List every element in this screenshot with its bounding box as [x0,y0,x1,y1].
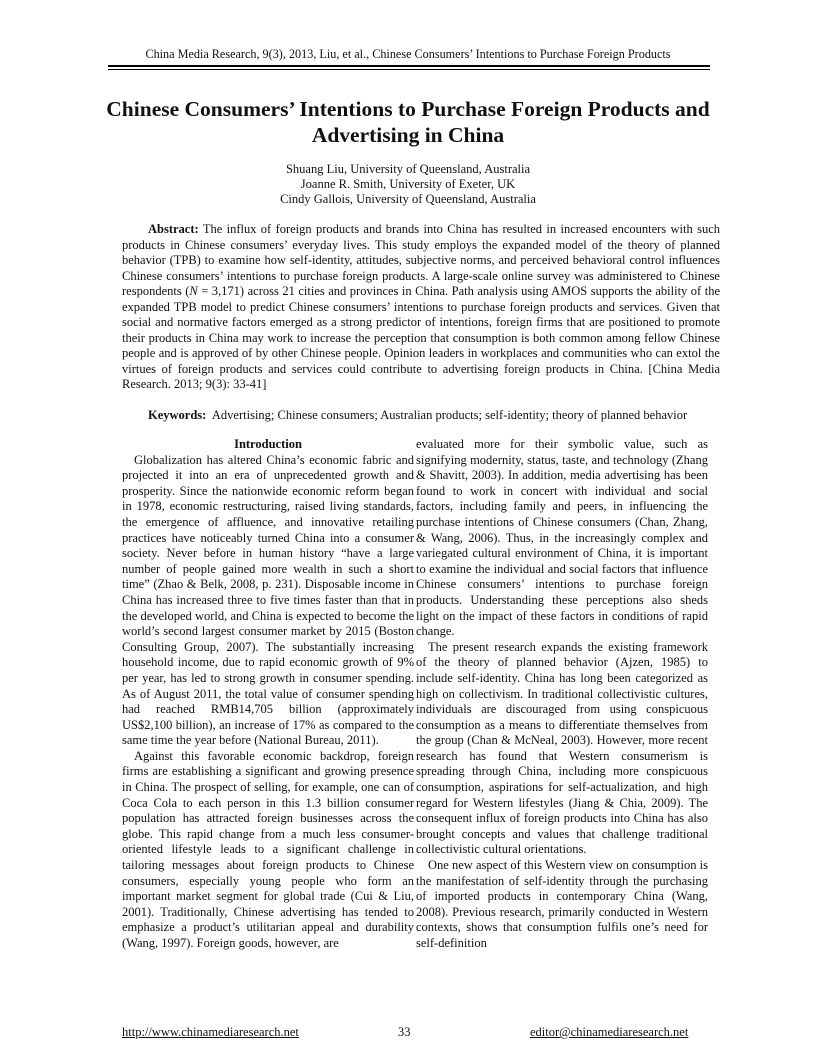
header-rule-thin [108,69,710,70]
body-paragraph: One new aspect of this Western view on consumption is the manifestation of self-identity through the purchasing of imported products in contemporary China (Wang, 2008). Previous research, primarily conducted in Western contexts, shows that consumption fulfils one’s need for self-definition [416,858,708,950]
left-column [122,437,414,952]
author-block [0,162,816,207]
right-column [416,437,708,952]
body-paragraph: Globalization has altered China’s economic fabric and projected it into an era of unprecedented growth and prosperity. Since the nationwide economic reform began in 1978, economic restructuring, raised living standards, the emergence of affluence, and innovative retailing practices have noticeably turned China into a consumer society. Never before in human history “have a large number of people gained more wealth in such a short time” (Zhao & Belk, 2008, p. 231). Disposable income in China has increased three to five times faster than that in the developed world, and China is expected to become the world’s second largest consumer market by 2015 (Boston Consulting Group, 2007). The substantially increasing household income, due to rapid economic growth of 9% per year, has led to strong growth in consumer spending. As of August 2011, the total value of consumer spending had reached RMB14,705 billion (approximately US$2,100 billion), an increase of 17% as compared to the same time the year before (National Bureau, 2011). [122,452,414,748]
abstract-label: Abstract: [148,222,199,236]
abstract [122,222,720,393]
abstract-text: The influx of foreign products and brands into China has resulted in increased encounters with such products in Chinese consumers’ everyday lives. This study employs the expanded model of the theory of planned behavior (TPB) to examine how self-identity, attitudes, subjective norms, and perceived behavioral control influences Chinese consumers’ intentions to purchase foreign products. A large-scale online survey was administered to Chinese respondents (N = 3,171) across 21 cities and provinces in China. Path analysis using AMOS supports the ability of the expanded TPB model to predict Chinese consumers’ intentions to purchase foreign products and services. Given that social and normative factors emerged as a strong predictor of intentions, foreign firms that are positioned to promote their products in China may work to increase the perception that consumption is both common among fellow Chinese people and is approved of by other Chinese people. Opinion leaders in workplaces and communities who can extol the virtues of foreign products and services could contribute to advertising foreign products in China. [China Media Research. 2013; 9(3): 33-41] [122,222,721,391]
page-number: 33 [398,1025,411,1039]
paper-title: Chinese Consumers’ Intentions to Purchase Foreign Products and Advertising in China [106,97,710,147]
author-line: Cindy Gallois, University of Queensland, Australia [280,192,536,206]
body-paragraph: Against this favorable economic backdrop, foreign firms are establishing a significant and growing presence in China. The prospect of selling, for example, one can of Coca Cola to each person in this 1.3 billion consumer population has attracted foreign businesses across the globe. This rapid change from a much less consumer-oriented lifestyle leads to a significant challenge in tailoring messages about foreign products to Chinese consumers, especially young people who form an important market segment for global trade (Cui & Liu, 2001). Traditionally, Chinese advertising has tended to emphasize a product’s utilitarian appeal and durability (Wang, 1997). Foreign goods, however, are [122,748,414,950]
keywords [148,408,720,424]
keywords-text: Advertising; Chinese consumers; Australian products; self-identity; theory of planned behavior [211,408,688,422]
body-paragraph: evaluated more for their symbolic value, such as signifying modernity, status, taste, and technology (Zhang & Shavitt, 2003). In addition, media advertising has been found to work in concert with individual and social factors, including family and peers, in influencing the purchase intentions of Chinese consumers (Chan, Zhang, & Wang, 2006). Thus, in the increasingly complex and variegated cultural environment of China, it is important to examine the individual and social factors that influence Chinese consumers’ intentions to purchase foreign products. Understanding these perceptions also sheds light on the impact of these factors in conditions of rapid change. [416,437,708,639]
section-heading-introduction: Introduction [234,437,302,451]
footer-website-link[interactable]: http://www.chinamediaresearch.net [122,1025,299,1039]
footer-email-link[interactable]: editor@chinamediaresearch.net [530,1025,689,1039]
author-line: Shuang Liu, University of Queensland, Australia [285,162,531,176]
keywords-label: Keywords: [148,408,207,422]
running-head: China Media Research, 9(3), 2013, Liu, et al., Chinese Consumers’ Intentions to Purchase Foreign Products [145,47,671,61]
author-line: Joanne R. Smith, University of Exeter, UK [300,177,516,191]
header-rule-thick [108,65,710,67]
body-paragraph: The present research expands the existing framework of the theory of planned behavior (Ajzen, 1985) to include self-identity. China has long been categorized as high on collectivism. In traditional collectivistic cultures, individuals are discouraged from using conspicuous consumption as a means to differentiate themselves from the group (Chan & McNeal, 2003). However, more recent research has found that Western consumerism is spreading through China, including more conspicuous consumption, aspirations for self-actualization, and high regard for Western lifestyles (Jiang & Chia, 2009). The consequent influx of foreign products into China has also brought concepts and values that challenge traditional collectivistic cultural orientations. [416,639,708,857]
